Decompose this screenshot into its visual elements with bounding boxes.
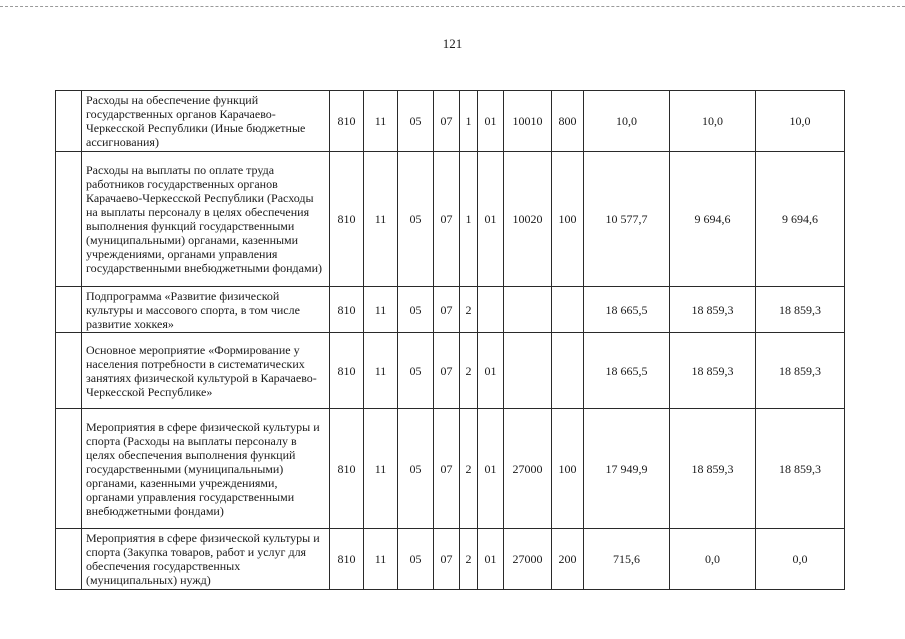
- code-event: 01: [478, 152, 504, 287]
- code-section: 11: [364, 91, 398, 152]
- code-admin: 810: [330, 152, 364, 287]
- amount-3: 18 859,3: [756, 409, 845, 529]
- code-subprogram: 2: [460, 287, 478, 333]
- table-row: [56, 409, 845, 529]
- code-subsection: 05: [398, 287, 434, 333]
- row-name: Расходы на выплаты по оплате труда работников государственных органов Карачаево-Черкесской Республики (Расходы на выплаты персоналу в целях обеспечения выполнения функций государственными (муниципальными) органами, казенными учреждениями, органами управления государственными внебюджетными фондами): [82, 152, 330, 287]
- code-program: 07: [434, 287, 460, 333]
- code-event: 01: [478, 333, 504, 409]
- amount-3: 18 859,3: [756, 287, 845, 333]
- code-subprogram: 1: [460, 152, 478, 287]
- code-subprogram: 2: [460, 529, 478, 590]
- amount-3: 9 694,6: [756, 152, 845, 287]
- code-program: 07: [434, 333, 460, 409]
- row-name: Подпрограмма «Развитие физической культуры и массового спорта, в том числе развитие хоккея»: [82, 287, 330, 333]
- row-name: Мероприятия в сфере физической культуры и спорта (Расходы на выплаты персоналу в целях обеспечения выполнения функций государственными (муниципальными) органами, казенными учреждениями, органами управления государственными внебюджетными фондами): [82, 409, 330, 529]
- blank-cell: [56, 152, 82, 287]
- code-program: 07: [434, 409, 460, 529]
- code-admin: 810: [330, 287, 364, 333]
- blank-cell: [56, 287, 82, 333]
- code-event: 01: [478, 91, 504, 152]
- code-subsection: 05: [398, 333, 434, 409]
- code-subprogram: 2: [460, 409, 478, 529]
- code-direction: [504, 333, 552, 409]
- blank-cell: [56, 333, 82, 409]
- amount-2: 18 859,3: [670, 409, 756, 529]
- amount-1: 18 665,5: [584, 333, 670, 409]
- code-direction: 27000: [504, 409, 552, 529]
- table-row: [56, 333, 845, 409]
- page-number: 121: [442, 36, 463, 51]
- amount-1: 10 577,7: [584, 152, 670, 287]
- code-direction: 27000: [504, 529, 552, 590]
- top-rule: [0, 6, 905, 7]
- amount-2: 0,0: [670, 529, 756, 590]
- amount-2: 9 694,6: [670, 152, 756, 287]
- blank-cell: [56, 91, 82, 152]
- code-expense-type: [552, 287, 584, 333]
- code-event: [478, 287, 504, 333]
- amount-3: 18 859,3: [756, 333, 845, 409]
- blank-cell: [56, 529, 82, 590]
- amount-1: 10,0: [584, 91, 670, 152]
- code-direction: [504, 287, 552, 333]
- code-section: 11: [364, 409, 398, 529]
- code-subsection: 05: [398, 152, 434, 287]
- code-subsection: 05: [398, 91, 434, 152]
- row-name: Мероприятия в сфере физической культуры и спорта (Закупка товаров, работ и услуг для обеспечения государственных (муниципальных) нужд): [82, 529, 330, 590]
- table-row: [56, 529, 845, 590]
- code-section: 11: [364, 287, 398, 333]
- code-event: 01: [478, 529, 504, 590]
- code-admin: 810: [330, 91, 364, 152]
- amount-1: 715,6: [584, 529, 670, 590]
- code-expense-type: 800: [552, 91, 584, 152]
- code-program: 07: [434, 152, 460, 287]
- blank-cell: [56, 409, 82, 529]
- amount-3: 10,0: [756, 91, 845, 152]
- amount-1: 17 949,9: [584, 409, 670, 529]
- code-admin: 810: [330, 333, 364, 409]
- code-expense-type: 200: [552, 529, 584, 590]
- code-expense-type: 100: [552, 409, 584, 529]
- code-expense-type: 100: [552, 152, 584, 287]
- code-admin: 810: [330, 409, 364, 529]
- code-direction: 10010: [504, 91, 552, 152]
- table-row: [56, 152, 845, 287]
- budget-table: [55, 90, 845, 590]
- code-program: 07: [434, 91, 460, 152]
- table-row: [56, 287, 845, 333]
- code-program: 07: [434, 529, 460, 590]
- table-row: [56, 91, 845, 152]
- code-expense-type: [552, 333, 584, 409]
- code-section: 11: [364, 529, 398, 590]
- row-name: Основное мероприятие «Формирование у населения потребности в систематических занятиях физической культурой в Карачаево-Черкесской Республике»: [82, 333, 330, 409]
- amount-2: 10,0: [670, 91, 756, 152]
- code-admin: 810: [330, 529, 364, 590]
- amount-2: 18 859,3: [670, 333, 756, 409]
- code-section: 11: [364, 333, 398, 409]
- code-subsection: 05: [398, 529, 434, 590]
- code-subprogram: 1: [460, 91, 478, 152]
- code-event: 01: [478, 409, 504, 529]
- code-direction: 10020: [504, 152, 552, 287]
- amount-1: 18 665,5: [584, 287, 670, 333]
- code-section: 11: [364, 152, 398, 287]
- row-name: Расходы на обеспечение функций государственных органов Карачаево-Черкесской Республики (Иные бюджетные ассигнования): [82, 91, 330, 152]
- amount-2: 18 859,3: [670, 287, 756, 333]
- amount-3: 0,0: [756, 529, 845, 590]
- code-subsection: 05: [398, 409, 434, 529]
- code-subprogram: 2: [460, 333, 478, 409]
